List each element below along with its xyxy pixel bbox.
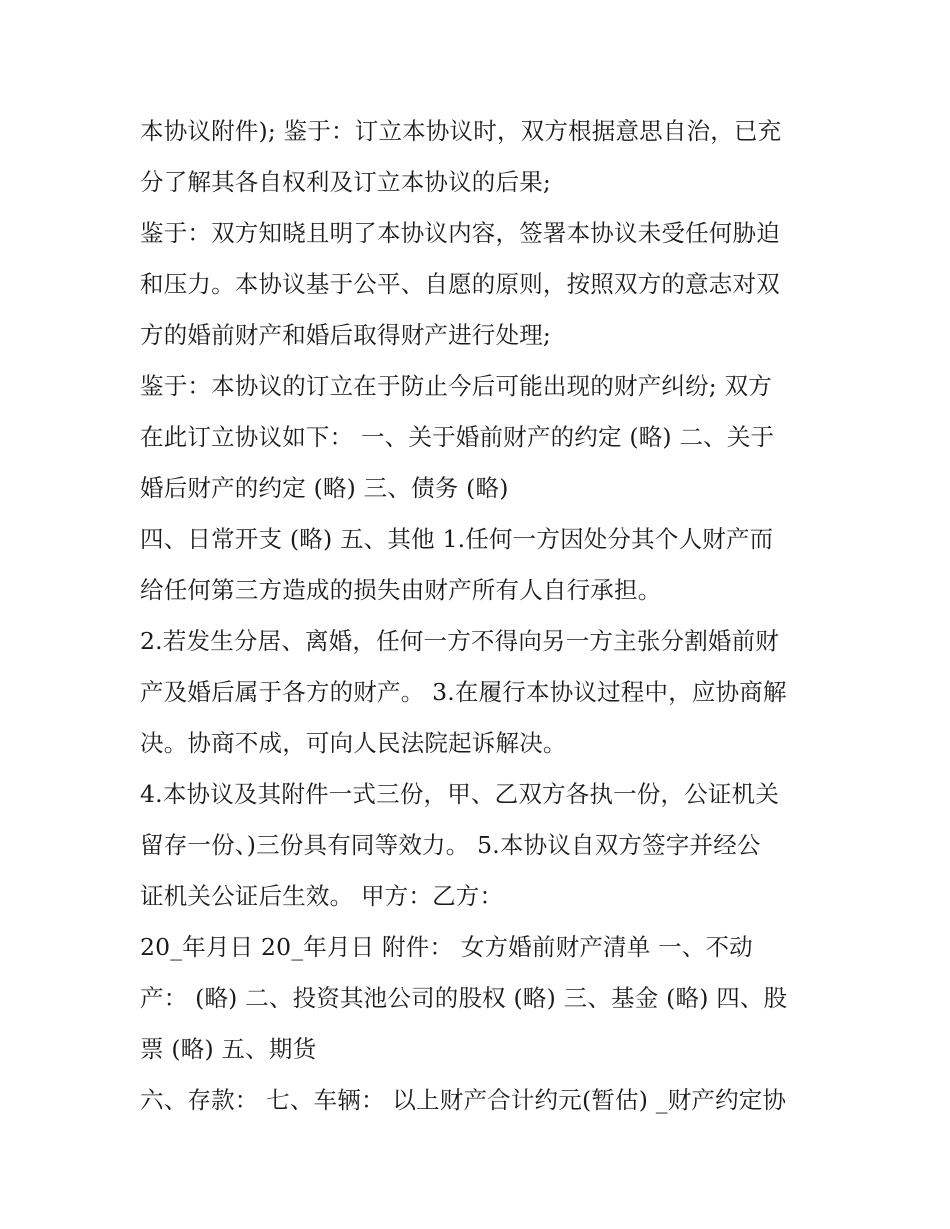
text-line-9: 四、日常开支 (略) 五、其他 1.任何一方因处分其个人财产而 bbox=[140, 525, 774, 553]
text-line-2: 分了解其各自权利及订立本协议的后果; bbox=[140, 168, 552, 196]
text-line-13: 决。协商不成，可向人民法院起诉解决。 bbox=[140, 729, 567, 757]
text-line-7: 在此订立协议如下： 一、关于婚前财产的约定 (略) 二、关于 bbox=[140, 423, 775, 451]
text-line-6: 鉴于：本协议的订立在于防止今后可能出现的财产纠纷; 双方 bbox=[140, 372, 772, 400]
text-line-4: 和压力。本协议基于公平、自愿的原则，按照双方的意志对双 bbox=[140, 270, 780, 298]
text-line-16: 证机关公证后生效。 甲方：乙方： bbox=[140, 882, 504, 910]
text-line-12: 产及婚后属于各方的财产。 3.在履行本协议过程中，应协商解 bbox=[140, 678, 787, 706]
document-body bbox=[140, 106, 830, 1126]
text-line-10: 给任何第三方造成的损失由财产所有人自行承担。 bbox=[140, 576, 662, 604]
text-line-1: 本协议附件); 鉴于：订立本协议时，双方根据意思自治，已充 bbox=[140, 117, 782, 145]
text-line-5: 方的婚前财产和婚后取得财产进行处理; bbox=[140, 321, 552, 349]
text-line-18: 产： (略) 二、投资其池公司的股权 (略) 三、基金 (略) 四、股 bbox=[140, 984, 788, 1012]
text-line-14: 4.本协议及其附件一式三份，甲、乙双方各执一份，公证机关 bbox=[140, 780, 780, 808]
text-line-3: 鉴于：双方知晓且明了本协议内容，签署本协议未受任何胁迫 bbox=[140, 219, 780, 247]
text-line-8: 婚后财产的约定 (略) 三、债务 (略) bbox=[140, 474, 509, 502]
text-line-20: 六、存款： 七、车辆： 以上财产合计约元(暂估) _财产约定协 bbox=[140, 1086, 787, 1114]
text-line-17: 20_年月日 20_年月日 附件： 女方婚前财产清单 一、不动 bbox=[140, 933, 753, 961]
text-line-15: 留存一份、)三份具有同等效力。 5.本协议自双方签字并经公 bbox=[140, 831, 761, 859]
text-line-19: 票 (略) 五、期货 bbox=[140, 1035, 317, 1063]
text-line-11: 2.若发生分居、离婚，任何一方不得向另一方主张分割婚前财 bbox=[140, 627, 780, 655]
